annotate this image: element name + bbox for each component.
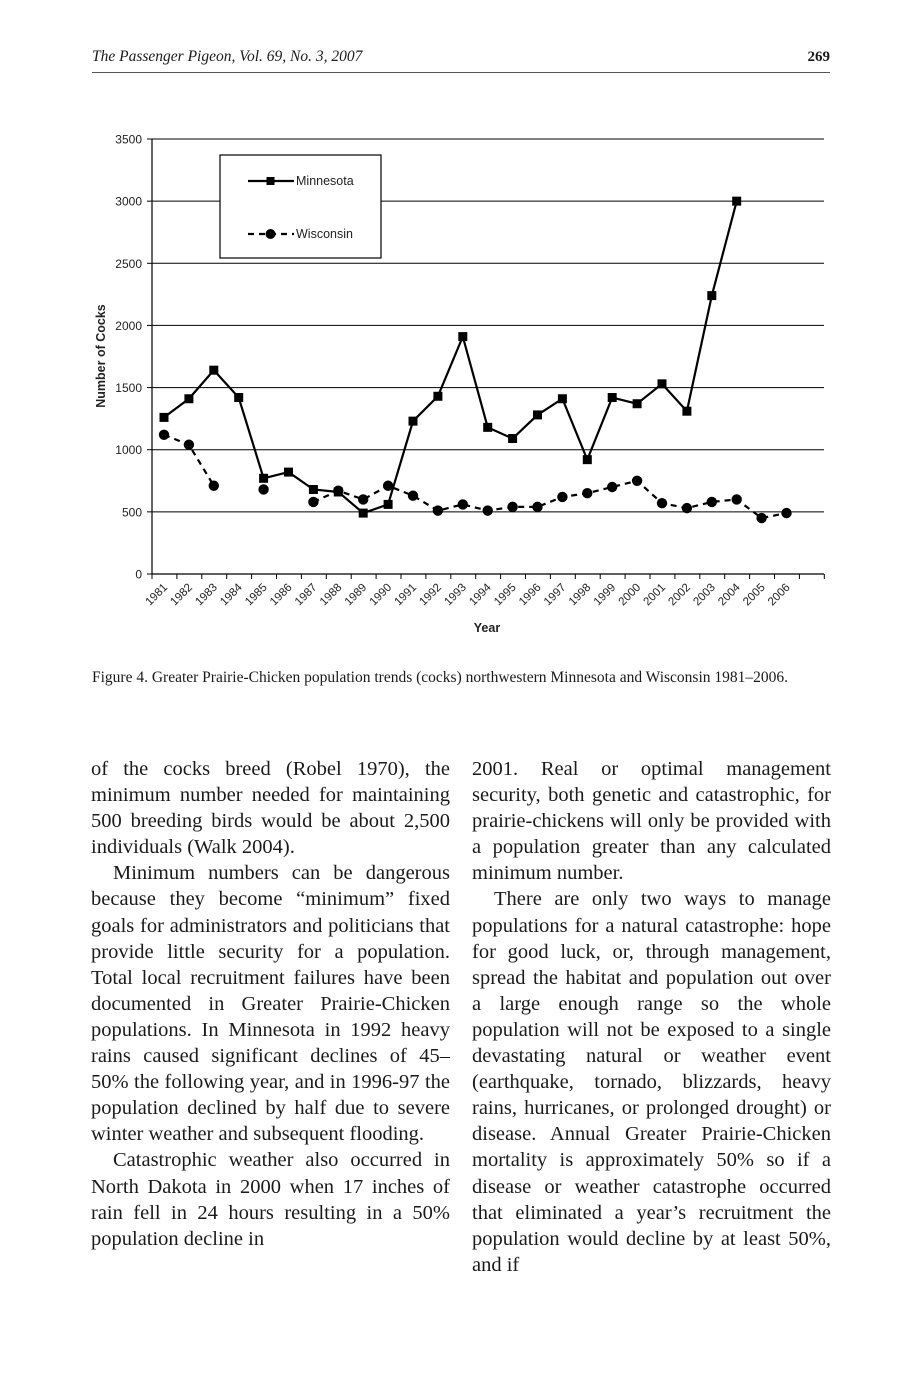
data-point-minnesota [533, 410, 542, 419]
legend-wisconsin-marker [266, 229, 276, 239]
data-point-minnesota [682, 407, 691, 416]
data-point-wisconsin [657, 498, 667, 508]
data-point-wisconsin [682, 503, 692, 513]
data-point-wisconsin [483, 505, 493, 515]
x-tick-label: 1990 [367, 581, 395, 609]
chart-legend [220, 155, 381, 258]
x-tick-label: 1997 [541, 581, 569, 609]
x-tick-label: 1993 [442, 581, 469, 609]
x-tick-label: 1988 [317, 581, 345, 609]
x-tick-label: 1987 [292, 581, 320, 609]
data-point-minnesota [409, 417, 418, 426]
y-axis-label: Number of Cocks [94, 304, 108, 408]
x-tick-label: 1994 [467, 581, 494, 609]
data-point-minnesota [732, 197, 741, 206]
data-point-wisconsin [707, 497, 717, 507]
data-point-minnesota [234, 393, 243, 402]
x-tick-label: 1986 [268, 581, 295, 609]
x-tick-label: 2006 [766, 581, 793, 609]
paragraph: There are only two ways to manage populations for a natural catastrophe: hope for good luck, or, through management, spread the habitat and population out over a large enough range so the whole population will not be exposed to a single devastating natural or weather event (earthquake, tornado, blizzards, heavy rains, hurricanes, or prolonged drought) or disease. Annual Greater Prairie-Chicken mortality is approximately 50% so if a disease or weather catastrophe occurred that eliminated a year’s recruitment the population would decline by at least 50%, and if [472, 888, 831, 1276]
data-point-minnesota [658, 379, 667, 388]
data-point-minnesota [508, 434, 517, 443]
paragraph: of the cocks breed (Robel 1970), the minimum number needed for maintaining 500 breeding birds would be about 2,500 individuals (Walk 2004). [91, 758, 450, 859]
data-point-minnesota [359, 509, 368, 518]
data-point-minnesota [483, 423, 492, 432]
data-point-minnesota [458, 332, 467, 341]
body-column-right [472, 756, 831, 1278]
data-point-wisconsin [582, 488, 592, 498]
data-point-wisconsin [308, 497, 318, 507]
data-point-minnesota [384, 500, 393, 509]
data-point-wisconsin [408, 491, 418, 501]
paragraph: Minimum numbers can be dangerous because they become “minimum” fixed goals for administrators and politicians that provide little security for a population. Total local recruitment failures have been documented in Greater Prairie-Chicken populations. In Minnesota in 1992 heavy rains caused significant declines of 45–50% the following year, and in 1996-97 the population declined by half due to severe winter weather and subsequent flooding. [91, 862, 450, 1146]
x-tick-label: 1992 [417, 581, 445, 609]
data-point-minnesota [633, 399, 642, 408]
data-point-wisconsin [358, 494, 368, 504]
data-point-wisconsin [333, 486, 343, 496]
data-point-minnesota [209, 366, 218, 375]
data-point-minnesota [259, 474, 268, 483]
x-tick-label: 1985 [243, 581, 270, 609]
y-tick-label: 2500 [115, 256, 142, 271]
population-trend-chart [0, 0, 920, 660]
data-point-wisconsin [732, 494, 742, 504]
paragraph: 2001. Real or optimal management security, both genetic and catastrophic, for prairie-chickens will only be provided with a population greater than any calculated minimum number. [472, 758, 831, 885]
data-point-wisconsin [184, 440, 194, 450]
legend-minnesota-marker [267, 177, 275, 185]
data-point-wisconsin [209, 481, 219, 491]
data-point-wisconsin [383, 481, 393, 491]
data-point-wisconsin [507, 502, 517, 512]
data-point-wisconsin [607, 482, 617, 492]
data-point-wisconsin [433, 505, 443, 515]
page-number: 269 [807, 49, 830, 65]
data-point-wisconsin [781, 508, 791, 518]
y-tick-label: 1500 [115, 381, 142, 396]
x-tick-label: 1995 [492, 581, 519, 609]
data-point-minnesota [433, 392, 442, 401]
x-tick-label: 1996 [517, 581, 544, 609]
data-point-wisconsin [458, 499, 468, 509]
figure-caption: Figure 4. Greater Prairie-Chicken population trends (cocks) northwestern Minnesota and Wisconsin 1981–2006. [92, 669, 789, 686]
data-point-minnesota [160, 413, 169, 422]
data-point-minnesota [558, 394, 567, 403]
legend-wisconsin-label: Wisconsin [296, 227, 353, 241]
x-tick-label: 2001 [641, 581, 669, 609]
legend-minnesota-label: Minnesota [296, 174, 354, 188]
x-tick-label: 1998 [566, 581, 594, 609]
x-tick-label: 2000 [616, 581, 644, 609]
data-point-wisconsin [258, 484, 268, 494]
y-tick-label: 2000 [115, 318, 142, 333]
data-point-minnesota [309, 485, 318, 494]
x-tick-label: 1989 [342, 581, 370, 609]
y-tick-label: 3500 [115, 132, 142, 147]
x-tick-label: 1991 [392, 581, 420, 609]
x-tick-label: 1983 [193, 581, 220, 609]
y-tick-label: 0 [135, 567, 142, 582]
data-point-minnesota [184, 394, 193, 403]
x-tick-label: 1984 [218, 581, 245, 609]
x-tick-label: 2002 [666, 581, 694, 609]
data-point-wisconsin [632, 476, 642, 486]
data-point-wisconsin [532, 502, 542, 512]
data-point-minnesota [583, 455, 592, 464]
x-tick-label: 1981 [143, 581, 171, 609]
y-tick-label: 500 [121, 505, 142, 520]
data-point-wisconsin [756, 513, 766, 523]
y-tick-label: 3000 [115, 194, 142, 209]
x-tick-label: 2005 [741, 581, 768, 609]
y-tick-label: 1000 [115, 443, 142, 458]
x-tick-label: 2004 [716, 581, 743, 609]
x-tick-label: 2003 [691, 581, 718, 609]
data-point-minnesota [608, 393, 617, 402]
journal-citation: The Passenger Pigeon, Vol. 69, No. 3, 2007 [92, 48, 363, 65]
paragraph: Catastrophic weather also occurred in North Dakota in 2000 when 17 inches of rain fell in 24 hours resulting in a 50% population decline in [91, 1149, 450, 1250]
body-column-left [91, 756, 450, 1252]
data-point-wisconsin [557, 492, 567, 502]
legend-box [220, 155, 381, 258]
series-line-wisconsin [164, 435, 787, 518]
data-point-minnesota [707, 291, 716, 300]
x-tick-label: 1982 [168, 581, 196, 609]
data-point-minnesota [284, 468, 293, 477]
x-tick-label: 1999 [591, 581, 619, 609]
x-axis-label: Year [473, 621, 501, 635]
data-point-wisconsin [159, 430, 169, 440]
